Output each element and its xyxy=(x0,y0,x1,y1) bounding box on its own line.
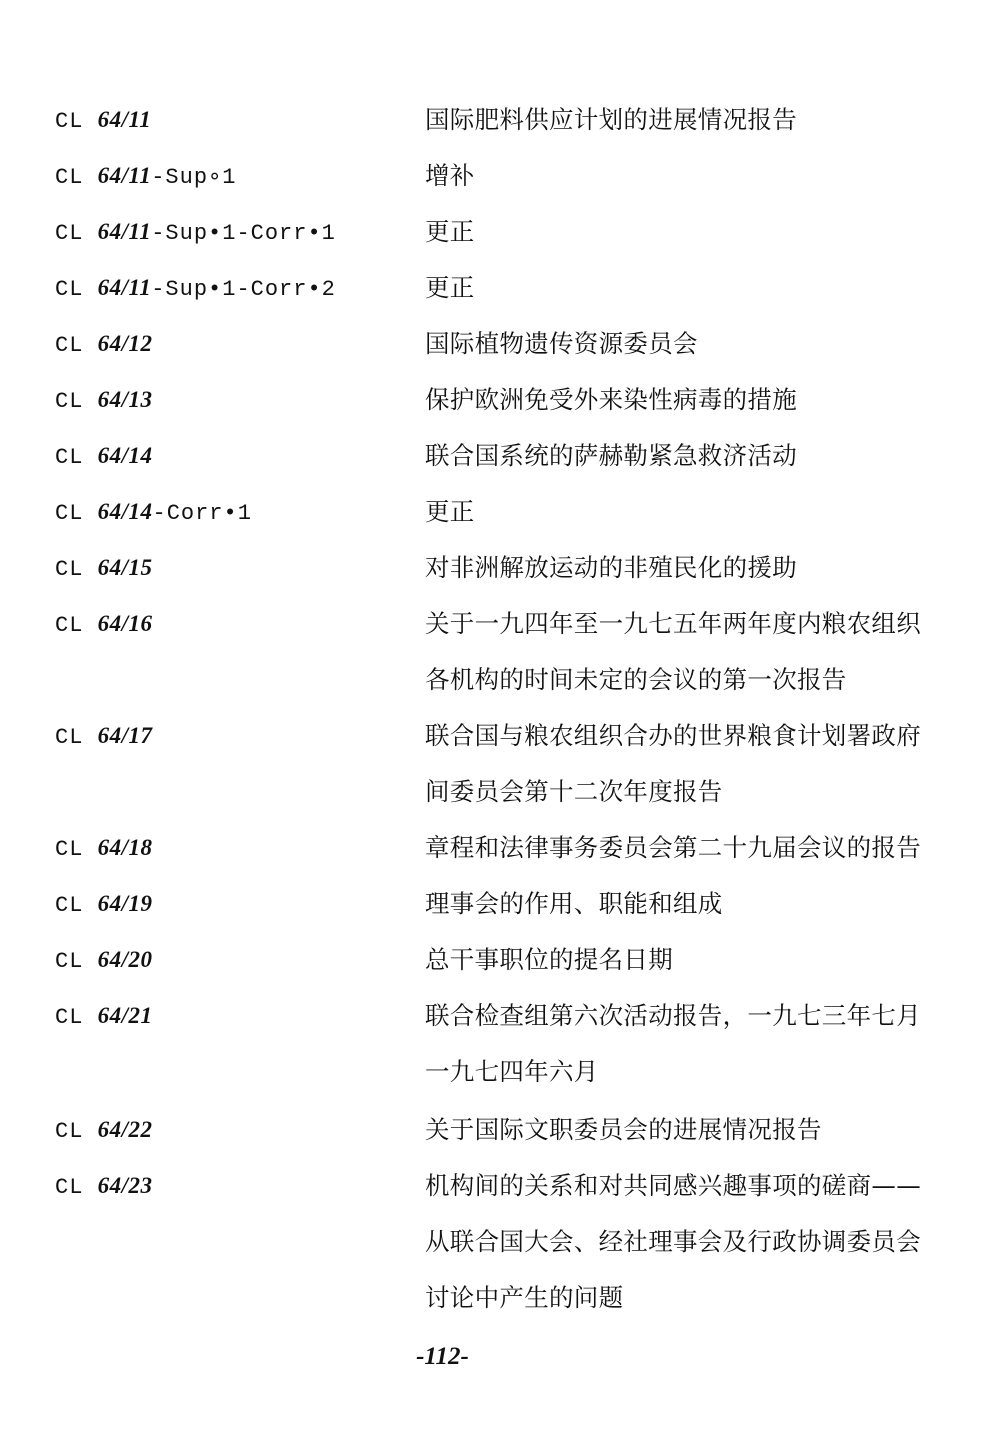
code-number: 64/23 xyxy=(97,1173,153,1198)
code-number: 64/11 xyxy=(97,219,152,244)
code-suffix: -Corr•1 xyxy=(152,501,252,526)
document-code xyxy=(55,945,153,977)
title-line: 联合检查组第六次活动报告，一九七三年七月 xyxy=(425,1001,921,1030)
code-number: 64/15 xyxy=(97,555,153,580)
title-line: 机构间的关系和对共同感兴趣事项的磋商—— xyxy=(425,1171,921,1200)
document-title xyxy=(425,540,965,596)
document-code xyxy=(55,721,153,753)
title-line: 章程和法律事务委员会第二十九届会议的报告 xyxy=(425,833,921,862)
code-number: 64/17 xyxy=(97,723,153,748)
code-number: 64/20 xyxy=(97,947,153,972)
code-prefix: CL xyxy=(55,949,98,974)
document-code xyxy=(55,553,153,585)
title-line: 更正 xyxy=(425,273,475,302)
code-number: 64/22 xyxy=(97,1117,153,1142)
document-title xyxy=(425,260,965,316)
code-prefix: CL xyxy=(55,613,98,638)
document-title xyxy=(425,484,965,540)
code-prefix: CL xyxy=(55,893,98,918)
document-title xyxy=(425,1158,965,1326)
code-number: 64/14 xyxy=(97,499,153,524)
title-line: 联合国系统的萨赫勒紧急救济活动 xyxy=(425,441,797,470)
title-line: 更正 xyxy=(425,497,475,526)
title-line: 从联合国大会、经社理事会及行政协调委员会 xyxy=(425,1227,921,1256)
code-prefix: CL xyxy=(55,1119,98,1144)
document-title xyxy=(425,148,965,204)
document-code xyxy=(55,161,237,193)
title-line: 更正 xyxy=(425,217,475,246)
code-prefix: CL xyxy=(55,221,98,246)
code-prefix: CL xyxy=(55,725,98,750)
document-code xyxy=(55,1171,153,1203)
document-title xyxy=(425,204,965,260)
document-title xyxy=(425,708,965,820)
document-code xyxy=(55,1115,153,1147)
document-code xyxy=(55,609,153,641)
code-suffix: -Sup∘1 xyxy=(151,165,237,190)
title-line: 理事会的作用、职能和组成 xyxy=(425,889,723,918)
code-prefix: CL xyxy=(55,1175,98,1200)
code-prefix: CL xyxy=(55,501,98,526)
document-code xyxy=(55,329,153,361)
code-number: 64/19 xyxy=(97,891,153,916)
code-number: 64/18 xyxy=(97,835,153,860)
document-title xyxy=(425,428,965,484)
title-line: 关于一九四年至一九七五年两年度内粮农组织 xyxy=(425,609,921,638)
title-line: 国际植物遗传资源委员会 xyxy=(425,329,698,358)
document-code xyxy=(55,497,252,529)
code-suffix: -Sup•1-Corr•1 xyxy=(151,221,336,246)
document-title xyxy=(425,820,965,876)
code-number: 64/16 xyxy=(97,611,153,636)
document-title xyxy=(425,876,965,932)
document-title xyxy=(425,372,965,428)
code-prefix: CL xyxy=(55,557,98,582)
document-code xyxy=(55,105,151,137)
code-number: 64/13 xyxy=(97,387,153,412)
title-line: 联合国与粮农组织合办的世界粮食计划署政府 xyxy=(425,721,921,750)
code-prefix: CL xyxy=(55,109,98,134)
document-code xyxy=(55,833,153,865)
title-line: 讨论中产生的问题 xyxy=(425,1283,624,1312)
title-line: 各机构的时间未定的会议的第一次报告 xyxy=(425,665,847,694)
title-line: 总干事职位的提名日期 xyxy=(425,945,673,974)
title-line: 增补 xyxy=(425,161,475,190)
code-prefix: CL xyxy=(55,333,98,358)
page-number: -112- xyxy=(416,1343,469,1370)
code-prefix: CL xyxy=(55,389,98,414)
document-code xyxy=(55,441,153,473)
code-prefix: CL xyxy=(55,277,98,302)
title-line: 间委员会第十二次年度报告 xyxy=(425,777,723,806)
document-title xyxy=(425,316,965,372)
code-number: 64/14 xyxy=(97,443,153,468)
code-prefix: CL xyxy=(55,165,98,190)
code-number: 64/11 xyxy=(97,107,152,132)
document-title xyxy=(425,1102,965,1158)
code-number: 64/21 xyxy=(97,1003,153,1028)
document-code xyxy=(55,889,153,921)
title-line: 国际肥料供应计划的进展情况报告 xyxy=(425,105,797,134)
code-number: 64/12 xyxy=(97,331,153,356)
document-code xyxy=(55,1001,153,1033)
document-title xyxy=(425,92,965,148)
document-code xyxy=(55,217,336,249)
code-number: 64/11 xyxy=(97,275,152,300)
document-code xyxy=(55,385,153,417)
title-line: 保护欧洲免受外来染性病毒的措施 xyxy=(425,385,797,414)
document-code xyxy=(55,273,336,305)
code-prefix: CL xyxy=(55,1005,98,1030)
document-title xyxy=(425,596,965,708)
code-prefix: CL xyxy=(55,837,98,862)
document-title xyxy=(425,988,965,1100)
document-title xyxy=(425,932,965,988)
code-number: 64/11 xyxy=(97,163,152,188)
code-suffix: -Sup•1-Corr•2 xyxy=(151,277,336,302)
title-line: 对非洲解放运动的非殖民化的援助 xyxy=(425,553,797,582)
title-line: 一九七四年六月 xyxy=(425,1057,599,1086)
title-line: 关于国际文职委员会的进展情况报告 xyxy=(425,1115,822,1144)
code-prefix: CL xyxy=(55,445,98,470)
